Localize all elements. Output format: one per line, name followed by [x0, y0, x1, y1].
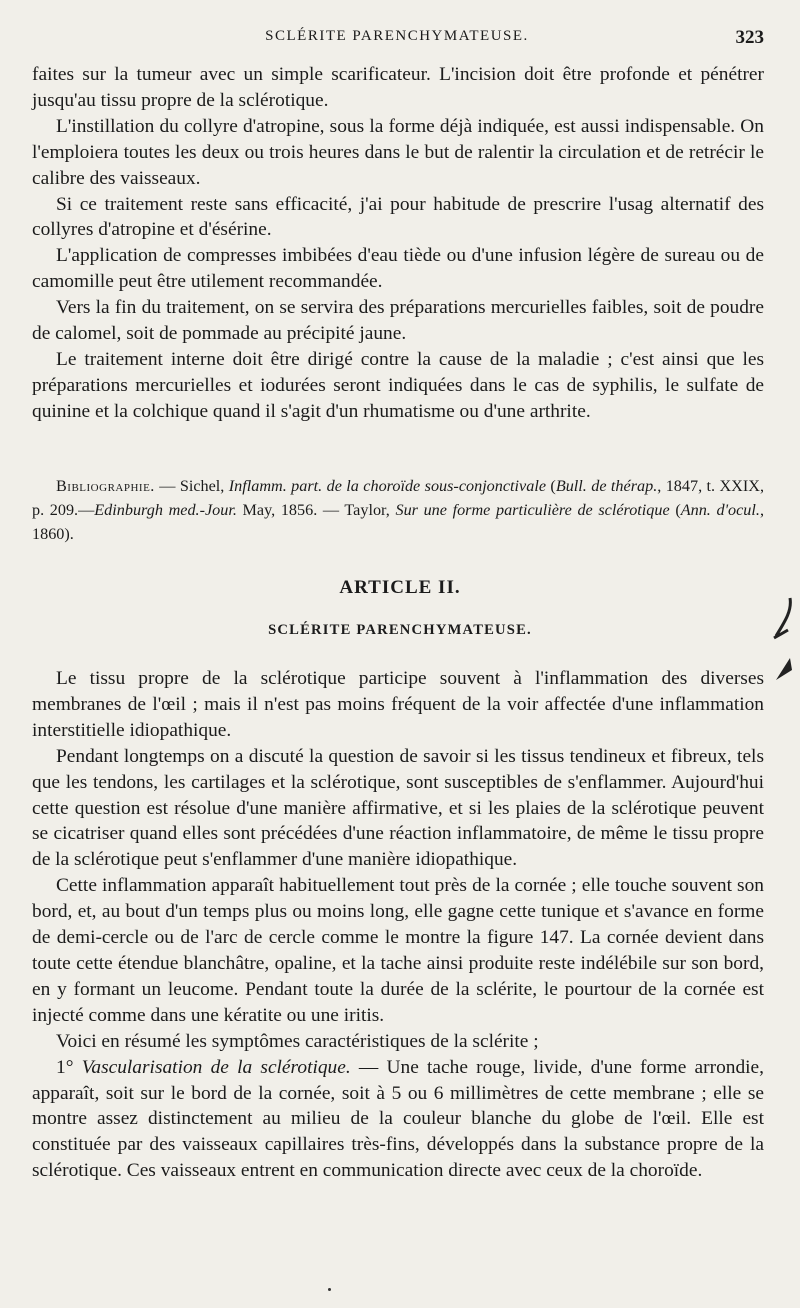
paragraph: Si ce traitement reste sans efficacité, j'ai pour habitude de prescrire l'usag alternatif des collyres d'atropine et d'ésérine. — [32, 193, 764, 241]
paragraph: Voici en résumé les symptômes caractéristiques de la sclérite ; — [56, 1030, 539, 1052]
paragraph: L'instillation du collyre d'atropine, sous la forme déjà indiquée, est aussi indispensable. On l'emploiera toutes les deux ou trois heures dans le but de ralentir la circulation et de retrécir le calibre des vaisseaux. — [32, 115, 764, 189]
biblio-journal: Bull. de thérap. — [555, 477, 658, 495]
bibliography-entry — [32, 474, 764, 546]
margin-ink-mark-icon — [770, 596, 796, 686]
symptom-title: Vascularisation de la sclérotique. — [81, 1056, 351, 1078]
biblio-work-title: Inflamm. part. de la choroïde sous-conjonctivale — [228, 477, 547, 495]
biblio-text: ( — [669, 501, 681, 519]
bibliography-label: Bibliographie. — [56, 477, 155, 495]
paragraph: Le traitement interne doit être dirigé contre la cause de la maladie ; c'est ainsi que les préparations mercurielles et iodurées seront indiquées dans le cas de syphilis, le sulfate de quinine et la colchique quand il s'agit d'un rhumatisme ou d'une arthrite. — [32, 348, 764, 422]
biblio-text: — Sichel, — [154, 477, 229, 495]
paragraph: faites sur la tumeur avec un simple scarificateur. L'incision doit être profonde et pénétrer jusqu'au tissu propre de la sclérotique. — [32, 64, 764, 111]
body-text-top — [32, 62, 764, 425]
symptom-number: 1° — [56, 1056, 74, 1078]
page-header — [30, 28, 764, 52]
paragraph: Vers la fin du traitement, on se servira des préparations mercurielles faibles, soit de poudre de calomel, soit de pommade au précipité jaune. — [32, 297, 764, 345]
symptom-text: — Une tache rouge, livide, d'une forme arrondie, apparaît, soit sur le bord de la cornée, soit à 5 ou 6 millimètres de cette membrane ; elle se montre assez distinctement au milieu de la couleur blanche du globe de l'œil. Elle est constituée par des vaisseaux capillaires très-fins, développés dans la substance propre de la sclérotique. Ces vaisseaux entrent en communication directe avec ceux de la choroïde. — [32, 1056, 764, 1182]
biblio-text: ( — [546, 477, 556, 495]
biblio-text: May, 1856. — Taylor, — [236, 501, 396, 519]
paragraph: L'application de compresses imbibées d'eau tiède ou d'une infusion légère de sureau ou de camomille peut être utilement recommandée. — [32, 245, 764, 293]
paragraph: Pendant longtemps on a discuté la question de savoir si les tissus tendineux et fibreux, tels que les tendons, les cartilages et la sclérotique, sont susceptibles de s'enflammer. Aujourd'hui cette question est résolue d'une manière affirmative, et si les plaies de la sclérotique peuvent se cicatriser quand elles sont précédées d'une réaction inflammatoire, de même le tissu propre de la sclérotique peut s'enflammer d'une manière idiopathique. — [32, 745, 764, 871]
bibliography — [32, 474, 764, 546]
biblio-text: , 1860). — [32, 501, 764, 543]
paragraph: Cette inflammation apparaît habituellement tout près de la cornée ; elle touche souvent son bord, et, au bout d'un temps plus ou moins long, elle gagne cette tunique et s'avance en forme de demi-cercle ou de l'arc de cercle comme le montre la figure 147. La cornée devient dans toute cette étendue blanchâtre, opaline, et la tache ainsi produite reste indélébile sur son bord, en y formant un leucome. Pendant toute la durée de la sclérite, le pourtour de la cornée est injecté comme dans une kératite ou une iritis. — [32, 875, 764, 1026]
body-text-bottom — [32, 666, 764, 1184]
page-dot — [328, 1288, 331, 1291]
biblio-text: , 1847, t. XXIX, p. 209.— — [32, 477, 764, 519]
page-number: 323 — [735, 27, 764, 48]
symptom-paragraph — [32, 1055, 764, 1185]
biblio-work-title: Sur une forme particulière de sclérotique — [395, 501, 670, 519]
article-heading: ARTICLE II. — [339, 577, 461, 598]
biblio-journal: Edinburgh med.-Jour. — [94, 501, 237, 519]
paragraph: Le tissu propre de la sclérotique participe souvent à l'inflammation des diverses membranes de l'œil ; mais il n'est pas moins fréquent de la voir affectée d'une inflammation interstitielle idiopathique. — [32, 668, 764, 741]
section-heading: SCLÉRITE PARENCHYMATEUSE. — [268, 622, 532, 638]
biblio-journal: Ann. d'ocul. — [680, 501, 760, 519]
running-title: SCLÉRITE PARENCHYMATEUSE. — [265, 28, 529, 44]
